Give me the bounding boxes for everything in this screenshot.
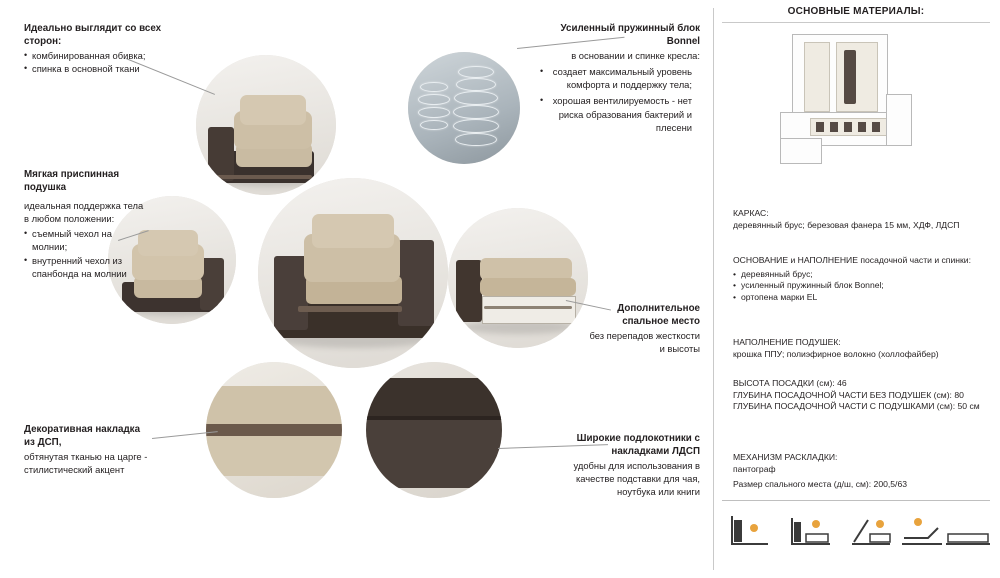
callout-decor-panel-title: Декоративная накладка из ДСП, bbox=[24, 424, 141, 449]
photo-chair-main bbox=[258, 178, 448, 368]
callout-decor-panel bbox=[24, 423, 152, 476]
panel-title-rule bbox=[722, 22, 990, 23]
spec-base bbox=[733, 255, 985, 303]
panel-divider bbox=[713, 8, 714, 570]
callout-soft-pillow-list bbox=[24, 227, 148, 280]
list-item: • спинка в основной ткани bbox=[24, 62, 188, 75]
spec-pillow bbox=[733, 337, 985, 360]
spec-base-list bbox=[733, 269, 985, 304]
callout-armrests bbox=[536, 432, 700, 498]
spec-mechanism-label: МЕХАНИЗМ РАСКЛАДКИ: bbox=[733, 452, 838, 462]
mech-step-1 bbox=[728, 508, 776, 552]
callout-bonnel-lead: в основании и спинке кресла: bbox=[571, 49, 700, 61]
spec-seat-height: ВЫСОТА ПОСАДКИ (см): 46 bbox=[733, 378, 847, 388]
list-item: • внутренний чехол из спанбонда на молнии bbox=[24, 254, 148, 280]
photo-bonnel-springs bbox=[408, 52, 520, 164]
spec-mechanism bbox=[733, 452, 985, 491]
callout-soft-pillow-title: Мягкая приспинная подушка bbox=[24, 169, 120, 194]
callout-soft-pillow-lead: идеальная поддержка тела в любом положении: bbox=[24, 199, 144, 225]
callout-bonnel bbox=[540, 22, 700, 134]
spec-mechanism-value: пантограф bbox=[733, 463, 776, 474]
callout-all-sides-list bbox=[24, 49, 188, 75]
callout-decor-panel-body: обтянутая тканью на царге - стилистический акцент bbox=[24, 450, 148, 476]
spec-pillow-value: крошка ППУ; полиэфирное волокно (холлофайбер) bbox=[733, 348, 939, 359]
photo-wide-armrest bbox=[366, 362, 502, 498]
list-item: • ортопена марки EL bbox=[733, 292, 985, 304]
list-item: • усиленный пружинный блок Bonnel; bbox=[733, 280, 985, 292]
list-item: • деревянный брус; bbox=[733, 269, 985, 281]
mech-step-5 bbox=[944, 508, 992, 552]
spec-base-label-strong: ОСНОВАНИЕ и НАПОЛНЕНИЕ bbox=[733, 255, 858, 265]
callout-bonnel-title: Усиленный пружинный блок Bonnel bbox=[560, 23, 700, 48]
mech-step-4 bbox=[898, 508, 946, 552]
mech-step-3 bbox=[848, 508, 896, 552]
spec-base-label-rest: посадочной части и спинки: bbox=[860, 255, 971, 265]
photo-decor-panel bbox=[206, 362, 342, 498]
callout-all-sides-title: Идеально выглядит со всех сторон: bbox=[24, 23, 162, 48]
spec-frame-value: деревянный брус; березовая фанера 15 мм, ХДФ, ЛДСП bbox=[733, 219, 960, 230]
spec-depth-with-pillows: ГЛУБИНА ПОСАДОЧНОЙ ЧАСТИ С ПОДУШКАМИ (см): 50 см bbox=[733, 401, 980, 412]
list-item: • съемный чехол на молнии; bbox=[24, 227, 148, 253]
photo-chair-back-view bbox=[196, 55, 336, 195]
callout-armrests-body: удобны для использования в качестве подставки для чая, ноутбука или книги bbox=[573, 459, 700, 498]
spec-pillow-label: НАПОЛНЕНИЕ ПОДУШЕК: bbox=[733, 337, 841, 347]
callout-bonnel-list bbox=[540, 65, 700, 134]
callout-soft-pillow bbox=[24, 168, 148, 280]
panel-title: ОСНОВНЫЕ МАТЕРИАЛЫ: bbox=[787, 6, 925, 17]
construction-diagram bbox=[770, 34, 945, 169]
spec-sleep-size: Размер спального места (д/ш, см): 200,5/63 bbox=[733, 479, 908, 490]
spec-frame-label: КАРКАС: bbox=[733, 208, 769, 218]
photo-chair-unfolded bbox=[448, 208, 588, 348]
spec-dimensions bbox=[733, 378, 985, 413]
callout-all-sides bbox=[24, 22, 188, 75]
callout-sleeping-place-body: без перепадов жесткости и высоты bbox=[589, 329, 700, 355]
callout-sleeping-place bbox=[586, 302, 700, 355]
spec-depth-no-pillows: ГЛУБИНА ПОСАДОЧНОЙ ЧАСТИ БЕЗ ПОДУШЕК (см): 80 bbox=[733, 389, 964, 400]
callout-sleeping-place-title: Дополнительное спальное место bbox=[617, 303, 700, 328]
spec-frame bbox=[733, 208, 985, 231]
list-item: • хорошая вентилируемость - нет риска образования бактерий и плесени bbox=[540, 94, 700, 134]
spec-base-label bbox=[733, 255, 985, 267]
panel-bottom-rule bbox=[722, 500, 990, 501]
callout-armrests-title: Широкие подлокотники с накладками ЛДСП bbox=[576, 433, 700, 458]
list-item: • комбинированная обивка; bbox=[24, 49, 188, 62]
mech-step-2 bbox=[788, 508, 836, 552]
list-item: • создает максимальный уровень комфорта и поддержку тела; bbox=[540, 65, 700, 91]
